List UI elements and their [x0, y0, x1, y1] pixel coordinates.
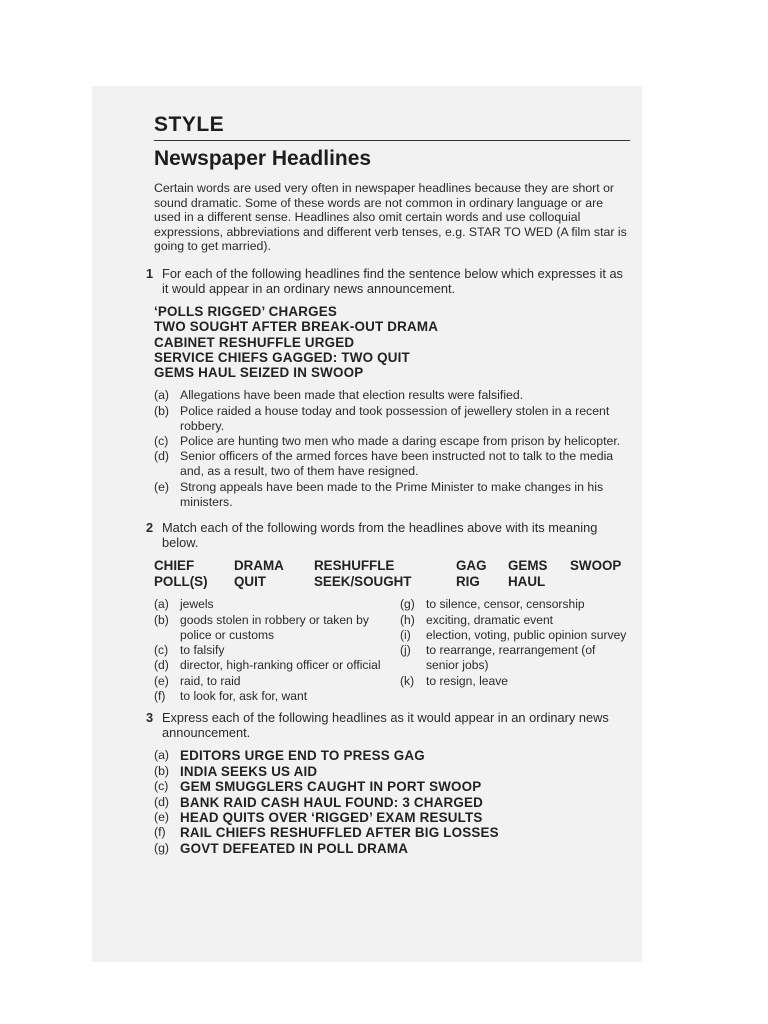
list-item [154, 658, 400, 673]
meanings-column-right [400, 597, 630, 704]
exercise-text: Express each of the following headlines as it would appear in an ordinary news announcement. [162, 710, 609, 741]
item-letter: (a) [154, 748, 170, 763]
list-item [400, 613, 630, 628]
headline: TWO SOUGHT AFTER BREAK-OUT DRAMA [154, 319, 439, 335]
item-text: jewels [180, 597, 214, 612]
item-letter: (e) [154, 479, 170, 494]
item-letter: (c) [154, 434, 169, 449]
item-text: Allegations have been made that election results were falsified. [180, 388, 524, 403]
headline: EDITORS URGE END TO PRESS GAG [180, 748, 425, 764]
list-item [154, 613, 400, 644]
item-text: exciting, dramatic event [426, 612, 554, 627]
section-title: STYLE [154, 112, 630, 141]
exercise-1-instruction [146, 265, 630, 296]
headline: INDIA SEEKS US AID [180, 763, 318, 779]
exercise-number: 2 [146, 520, 154, 536]
list-item [154, 597, 400, 612]
headline: HEAD QUITS OVER ‘RIGGED’ EXAM RESULTS [180, 809, 483, 825]
item-text: to rearrange, rearrangement (of senior jobs) [426, 643, 596, 673]
list-item [154, 779, 630, 794]
item-text: director, high-ranking officer or official [180, 658, 381, 673]
exercise-2-instruction [146, 520, 630, 551]
item-letter: (d) [154, 794, 170, 809]
exercise-3-instruction [146, 710, 630, 741]
headline: GEM SMUGGLERS CAUGHT IN PORT SWOOP [180, 779, 482, 795]
item-letter: (b) [154, 612, 169, 627]
item-letter: (d) [154, 658, 169, 673]
vocab-word: GAG [456, 558, 487, 574]
vocab-word: RESHUFFLE [314, 558, 395, 574]
exercise-number: 1 [146, 265, 154, 281]
item-text: Senior officers of the armed forces have been instructed not to talk to the media and, as a result, two of them have resigned. [180, 449, 614, 479]
item-letter: (d) [154, 449, 170, 464]
vocab-word [570, 574, 630, 590]
list-item [154, 764, 630, 779]
list-item [400, 643, 630, 674]
list-item [400, 597, 630, 612]
exercise-number: 3 [146, 710, 154, 726]
exercise-text: Match each of the following words from the headlines above with its meaning below. [162, 520, 598, 551]
vocab-word: GEMS [508, 558, 548, 574]
item-text: to look for, ask for, want [180, 689, 308, 704]
vocab-word: SWOOP [570, 558, 622, 574]
vocab-word: POLL(S) [154, 573, 208, 589]
item-text: goods stolen in robbery or taken by police or customs [180, 612, 369, 642]
list-item [154, 825, 630, 840]
vocab-word: QUIT [234, 573, 266, 589]
list-item [154, 674, 400, 689]
list-item [154, 388, 630, 403]
headline: BANK RAID CASH HAUL FOUND: 3 CHARGED [180, 794, 484, 810]
main-title: Newspaper Headlines [154, 147, 372, 170]
list-item [154, 434, 630, 449]
item-letter: (j) [400, 643, 411, 658]
vocab-word: CHIEF [154, 558, 195, 574]
item-letter: (a) [154, 388, 170, 403]
item-text: Police are hunting two men who made a daring escape from prison by helicopter. [180, 434, 621, 449]
headline: CABINET RESHUFFLE URGED [154, 334, 355, 350]
item-text: Police raided a house today and took possession of jewellery stolen in a recent robbery. [180, 403, 610, 433]
item-letter: (k) [400, 673, 415, 688]
headline: RAIL CHIEFS RESHUFFLED AFTER BIG LOSSES [180, 825, 499, 841]
exercise-3-headlines [154, 748, 630, 856]
intro-paragraph: Certain words are used very often in newspaper headlines because they are short or sound dramatic. Some of these words are not common in ordinary language or are used in a different sense. Headlines also omit certain words and use colloquial expressions, abbreviations and different verb tenses, e.g. STAR TO WED (A film star is going to get married). [154, 181, 627, 254]
meanings-list [154, 597, 630, 704]
item-letter: (h) [400, 612, 415, 627]
scanned-page [92, 86, 642, 962]
vocab-word: SEEK/SOUGHT [314, 573, 412, 589]
item-letter: (c) [154, 643, 169, 658]
list-item [154, 480, 630, 510]
item-letter: (a) [154, 597, 169, 612]
list-item [154, 404, 630, 434]
item-letter: (f) [154, 689, 166, 704]
item-letter: (g) [154, 840, 170, 855]
exercise-text: For each of the following headlines find the sentence below which expresses it as it would appear in an ordinary news announcement. [162, 265, 623, 296]
vocab-word: HAUL [508, 573, 546, 589]
item-letter: (c) [154, 779, 169, 794]
item-letter: (e) [154, 673, 169, 688]
list-item [400, 628, 630, 643]
headline: ‘POLLS RIGGED’ CHARGES [154, 303, 337, 319]
item-letter: (i) [400, 627, 411, 642]
headline: SERVICE CHIEFS GAGGED: TWO QUIT [154, 349, 410, 365]
exercise-1-headlines [154, 304, 630, 380]
item-letter: (b) [154, 763, 170, 778]
list-item [154, 841, 630, 856]
page-content [146, 112, 630, 856]
vocab-word: DRAMA [234, 558, 284, 574]
item-letter: (f) [154, 825, 166, 840]
exercise-1-sentences [154, 388, 630, 510]
item-text: Strong appeals have been made to the Prime Minister to make changes in his ministers. [180, 479, 604, 509]
item-letter: (g) [400, 597, 415, 612]
item-text: raid, to raid [180, 673, 241, 688]
item-text: to resign, leave [426, 673, 509, 688]
item-letter: (e) [154, 809, 170, 824]
headline: GOVT DEFEATED IN POLL DRAMA [180, 840, 409, 856]
list-item [154, 810, 630, 825]
vocab-word: RIG [456, 573, 480, 589]
item-text: to falsify [180, 643, 225, 658]
vocabulary-words [154, 558, 630, 589]
list-item [400, 674, 630, 689]
list-item [154, 748, 630, 763]
item-text: to silence, censor, censorship [426, 597, 585, 612]
item-letter: (b) [154, 403, 170, 418]
meanings-column-left [154, 597, 400, 704]
headline: GEMS HAUL SEIZED IN SWOOP [154, 365, 364, 381]
item-text: election, voting, public opinion survey [426, 627, 627, 642]
list-item [154, 643, 400, 658]
list-item [154, 449, 630, 479]
list-item [154, 795, 630, 810]
list-item [154, 689, 400, 704]
